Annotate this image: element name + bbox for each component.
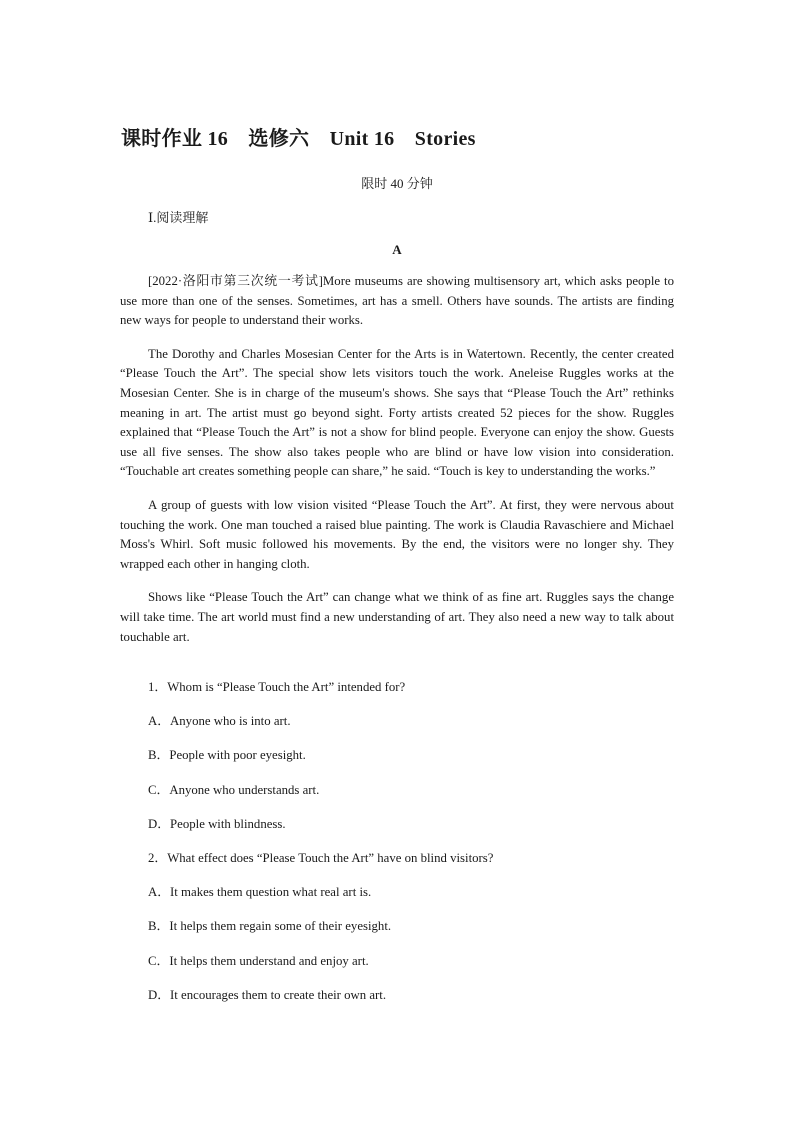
question-2-option-d: D．It encourages them to create their own art. [148, 987, 387, 1002]
passage-paragraph-1: [2022·洛阳市第三次统一考试]More museums are showing multisensory art, which asks people to use more than one of the senses. Sometimes, art has a smell. Others have sounds. The artists are finding new ways for people to understand their works. [120, 274, 674, 328]
question-1-option-c: C．Anyone who understands art. [148, 782, 320, 797]
passage-paragraph-4: Shows like “Please Touch the Art” can change what we think of as fine art. Ruggles says the change will take time. The art world must find a new understanding of art. They also need a new way to talk about touchable art. [120, 590, 674, 644]
passage-paragraph-2: The Dorothy and Charles Mosesian Center for the Arts is in Watertown. Recently, the center created “Please Touch the Art”. The special show lets visitors touch the work. Aneleise Ruggles works at the Mosesian Center. She is in charge of the museum's shows. She says that “Please Touch the Art” rethinks meaning in art. The artist must go beyond sight. Forty artists created 52 pieces for the show. Ruggles explained that “Please Touch the Art” is not a show for blind people. Everyone can enjoy the show. Guests use all five senses. The show also takes people who are blind or have low vision into consideration. “Touchable art creates something people can share,” he said. “Touch is key to understanding the works.” [120, 346, 674, 479]
question-2-option-c: C．It helps them understand and enjoy art. [148, 953, 369, 968]
question-1-option-b: B．People with poor eyesight. [148, 748, 306, 763]
time-limit: 限时 40 分钟 [361, 176, 433, 191]
page-title: 课时作业 16 选修六 Unit 16 Stories [121, 128, 476, 150]
question-2-option-a: A．It makes them question what real art is. [148, 885, 372, 900]
question-1-option-d: D．People with blindness. [148, 816, 286, 831]
passage-paragraph-3: A group of guests with low vision visited “Please Touch the Art”. At first, they were nervous about touching the work. One man touched a raised blue painting. The work is Claudia Ravaschiere and Michael Moss's Whirl. Soft music followed his movements. By the end, the visitors were no longer shy. They wrapped each other in hanging cloth. [120, 497, 674, 571]
question-2-option-b: B．It helps them regain some of their eyesight. [148, 919, 392, 934]
section-heading: Ⅰ.阅读理解 [148, 210, 209, 225]
question-1-stem: 1．Whom is “Please Touch the Art” intended for? [148, 680, 406, 694]
question-2-stem: 2．What effect does “Please Touch the Art” have on blind visitors? [148, 850, 494, 865]
passage-label: A [392, 242, 402, 257]
question-list [148, 678, 678, 1020]
reading-passage [120, 272, 674, 661]
question-1-option-a: A．Anyone who is into art. [148, 714, 291, 729]
